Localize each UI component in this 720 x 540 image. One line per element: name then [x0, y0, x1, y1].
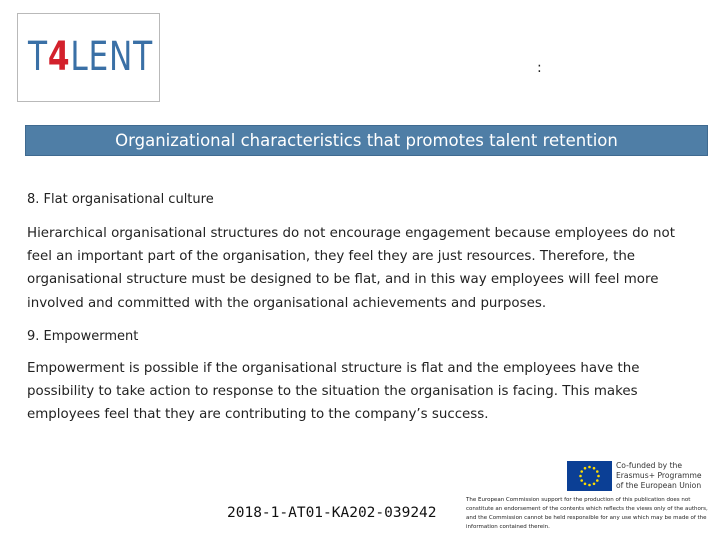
- logo-letter-t: T: [28, 34, 48, 80]
- section-body-flat-culture: Hierarchical organisational structures do not encourage engagement because employees do not feel an important part of the organisation, they feel they are just resources. Therefore, the organisational structure must be designed to be flat, and in this way employees will feel more involved and committed with the organisational achievements and purposes.: [27, 226, 675, 311]
- section-heading-empowerment: 9. Empowerment: [27, 329, 139, 344]
- title-banner: [25, 125, 708, 156]
- logo-wordmark: [28, 34, 153, 80]
- eu-funding-caption: Co-funded by the Erasmus+ Programme of the European Union: [616, 461, 702, 490]
- project-code: 2018-1-AT01-KA202-039242: [227, 505, 437, 521]
- logo-letters-lent: LENT: [70, 34, 153, 80]
- logo-number-4: 4: [47, 34, 71, 80]
- section-body-empowerment: Empowerment is possible if the organisational structure is flat and the employees have the possibility to take action to response to the situation the organisation is facing. This makes employees feel that they are contributing to the company’s success.: [27, 361, 640, 423]
- page-title: Organizational characteristics that promotes talent retention: [115, 131, 618, 150]
- t4lent-logo: [17, 13, 160, 102]
- eu-disclaimer: The European Commission support for the production of this publication does not constitute an endorsement of the contents which reflects the views only of the authors, and the Commission cannot be held responsible for any use which may be made of the information contained therein.: [466, 497, 708, 530]
- header-separator: :: [537, 60, 542, 76]
- eu-flag-icon: [567, 461, 612, 491]
- eu-flag-stars: [567, 461, 612, 491]
- section-heading-flat-culture: 8. Flat organisational culture: [27, 192, 214, 207]
